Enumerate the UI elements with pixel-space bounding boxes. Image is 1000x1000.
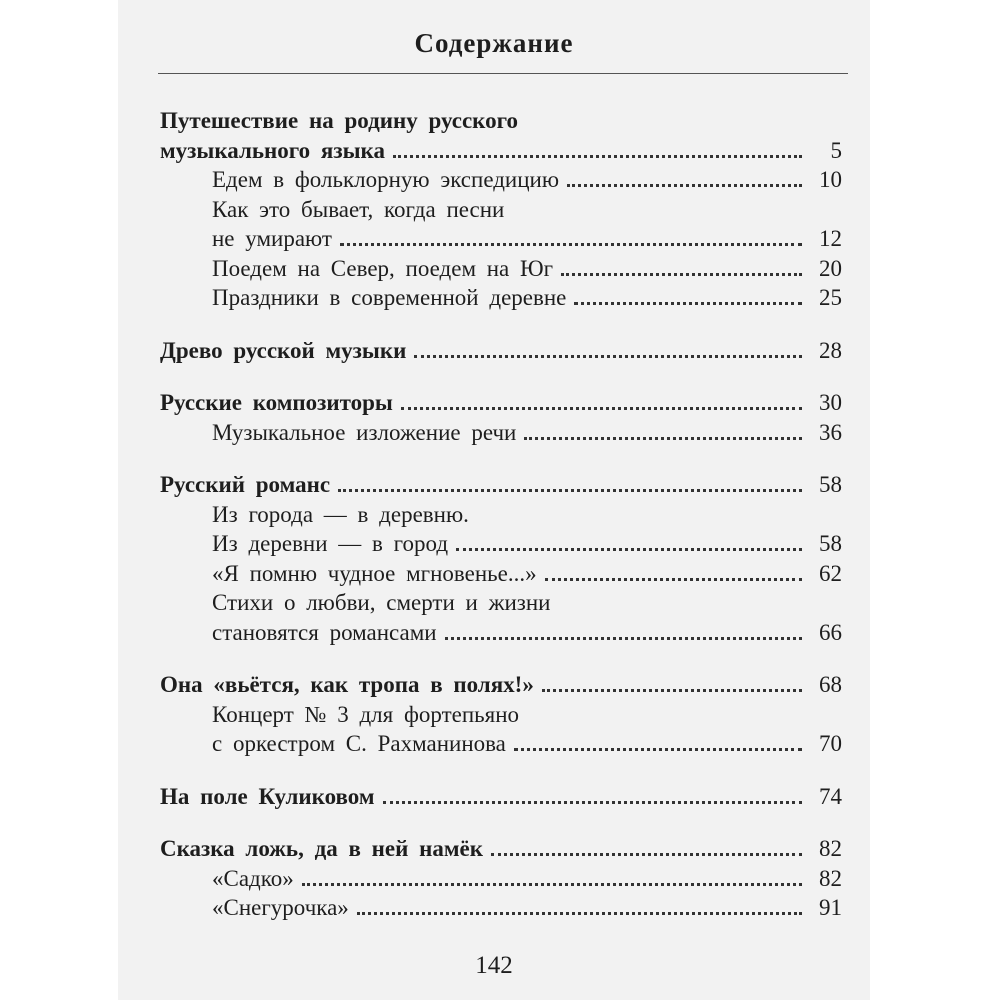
toc-section-title: Она «вьётся, как тропа в полях!»	[160, 672, 534, 697]
toc-page-number: 58	[819, 531, 842, 556]
section-gap	[160, 365, 842, 388]
toc-item-title: становятся романсами	[212, 619, 437, 645]
section-gap	[160, 759, 842, 782]
dot-leader	[340, 243, 802, 246]
toc-item-title: Поедем на Север, поедем на Юг	[212, 255, 554, 281]
toc-item-title: «Садко»	[212, 865, 294, 891]
toc-item-line	[160, 893, 842, 923]
toc-item-title: Как это бывает, когда песни	[212, 196, 505, 222]
toc-section-line	[160, 782, 842, 812]
toc-item-line	[160, 529, 842, 559]
dot-leader	[491, 853, 802, 856]
dot-leader	[561, 273, 802, 276]
section-gap	[160, 447, 842, 470]
toc-section-line	[160, 136, 842, 166]
toc-item-title: Едем в фольклорную экспедицию	[212, 167, 560, 192]
toc-section-line	[160, 470, 842, 500]
toc-page-number: 36	[819, 419, 842, 445]
toc-item-line	[160, 224, 842, 254]
toc-section-title: Русские композиторы	[160, 390, 393, 415]
toc-page-number: 20	[819, 255, 842, 281]
toc-item-title: Концерт № 3 для фортепьяно	[212, 701, 520, 727]
dot-leader	[338, 489, 802, 492]
section-gap	[160, 647, 842, 670]
toc-section-title: Древо русской музыки	[160, 337, 407, 363]
dot-leader	[302, 883, 802, 886]
toc-section-line	[160, 336, 842, 366]
toc-item-title: Из деревни — в город	[212, 531, 449, 556]
toc-item-line	[160, 700, 842, 730]
section-gap	[160, 811, 842, 834]
page-title: Содержание	[414, 28, 574, 58]
toc-item-line	[160, 254, 842, 284]
toc-item-title: «Я помню чудное мгновенье...»	[212, 560, 537, 586]
book-page	[118, 0, 870, 1000]
dot-leader	[456, 548, 802, 551]
toc-page-number: 12	[819, 226, 842, 251]
toc-section-title: музыкального языка	[160, 137, 385, 163]
toc-page-number: 70	[819, 731, 842, 756]
dot-leader	[574, 302, 802, 305]
toc-page-number: 62	[819, 560, 842, 586]
toc-item-line	[160, 283, 842, 313]
dot-leader	[357, 912, 802, 915]
section-gap	[160, 313, 842, 336]
dot-leader	[445, 637, 802, 640]
dot-leader	[567, 184, 802, 187]
dot-leader	[401, 407, 802, 410]
toc-item-title: Стихи о любви, смерти и жизни	[212, 590, 551, 615]
toc-item-title: Музыкальное изложение речи	[212, 419, 517, 445]
toc-item-line	[160, 729, 842, 759]
toc-item-title: с оркестром С. Рахманинова	[212, 731, 506, 756]
toc-item-title: не умирают	[212, 226, 332, 251]
toc-item-line	[160, 195, 842, 225]
toc-item-line	[160, 618, 842, 648]
toc-section-title: Путешествие на родину русского	[160, 108, 518, 133]
toc-page-number: 28	[819, 337, 842, 363]
toc-item-line	[160, 418, 842, 448]
toc-section-title: На поле Куликовом	[160, 783, 375, 809]
toc-item-title: Из города — в деревню.	[212, 501, 469, 527]
title-divider	[158, 73, 848, 74]
toc-section-title: Русский романс	[160, 472, 331, 497]
toc-page-number: 10	[819, 167, 842, 192]
toc-item-line	[160, 500, 842, 530]
toc-item-title: Праздники в современной деревне	[212, 285, 567, 310]
toc-page-number: 5	[830, 137, 842, 163]
dot-leader	[414, 355, 802, 358]
toc-section-title: Сказка ложь, да в ней намёк	[160, 836, 483, 861]
toc-page-number: 25	[819, 285, 842, 310]
toc-page-number: 91	[819, 895, 842, 920]
toc-item-line	[160, 165, 842, 195]
toc-section-line	[160, 670, 842, 700]
toc-section-line	[160, 834, 842, 864]
toc-section-line	[160, 388, 842, 418]
dot-leader	[542, 689, 802, 692]
toc-page-number: 82	[819, 836, 842, 861]
dot-leader	[545, 578, 802, 581]
toc-page-number: 66	[819, 619, 842, 645]
toc-item-title: «Снегурочка»	[212, 895, 349, 920]
dot-leader	[524, 437, 802, 440]
dot-leader	[383, 801, 802, 804]
toc-page-number: 58	[819, 472, 842, 497]
toc-item-line	[160, 559, 842, 589]
toc-page-number: 82	[819, 865, 842, 891]
toc-page-number: 74	[819, 783, 842, 809]
table-of-contents	[160, 106, 842, 923]
dot-leader	[393, 155, 802, 158]
page-number: 142	[475, 952, 513, 979]
toc-page-number: 68	[819, 672, 842, 697]
toc-item-line	[160, 864, 842, 894]
dot-leader	[514, 748, 802, 751]
toc-page-number: 30	[819, 390, 842, 415]
toc-item-line	[160, 588, 842, 618]
toc-section-line	[160, 106, 842, 136]
